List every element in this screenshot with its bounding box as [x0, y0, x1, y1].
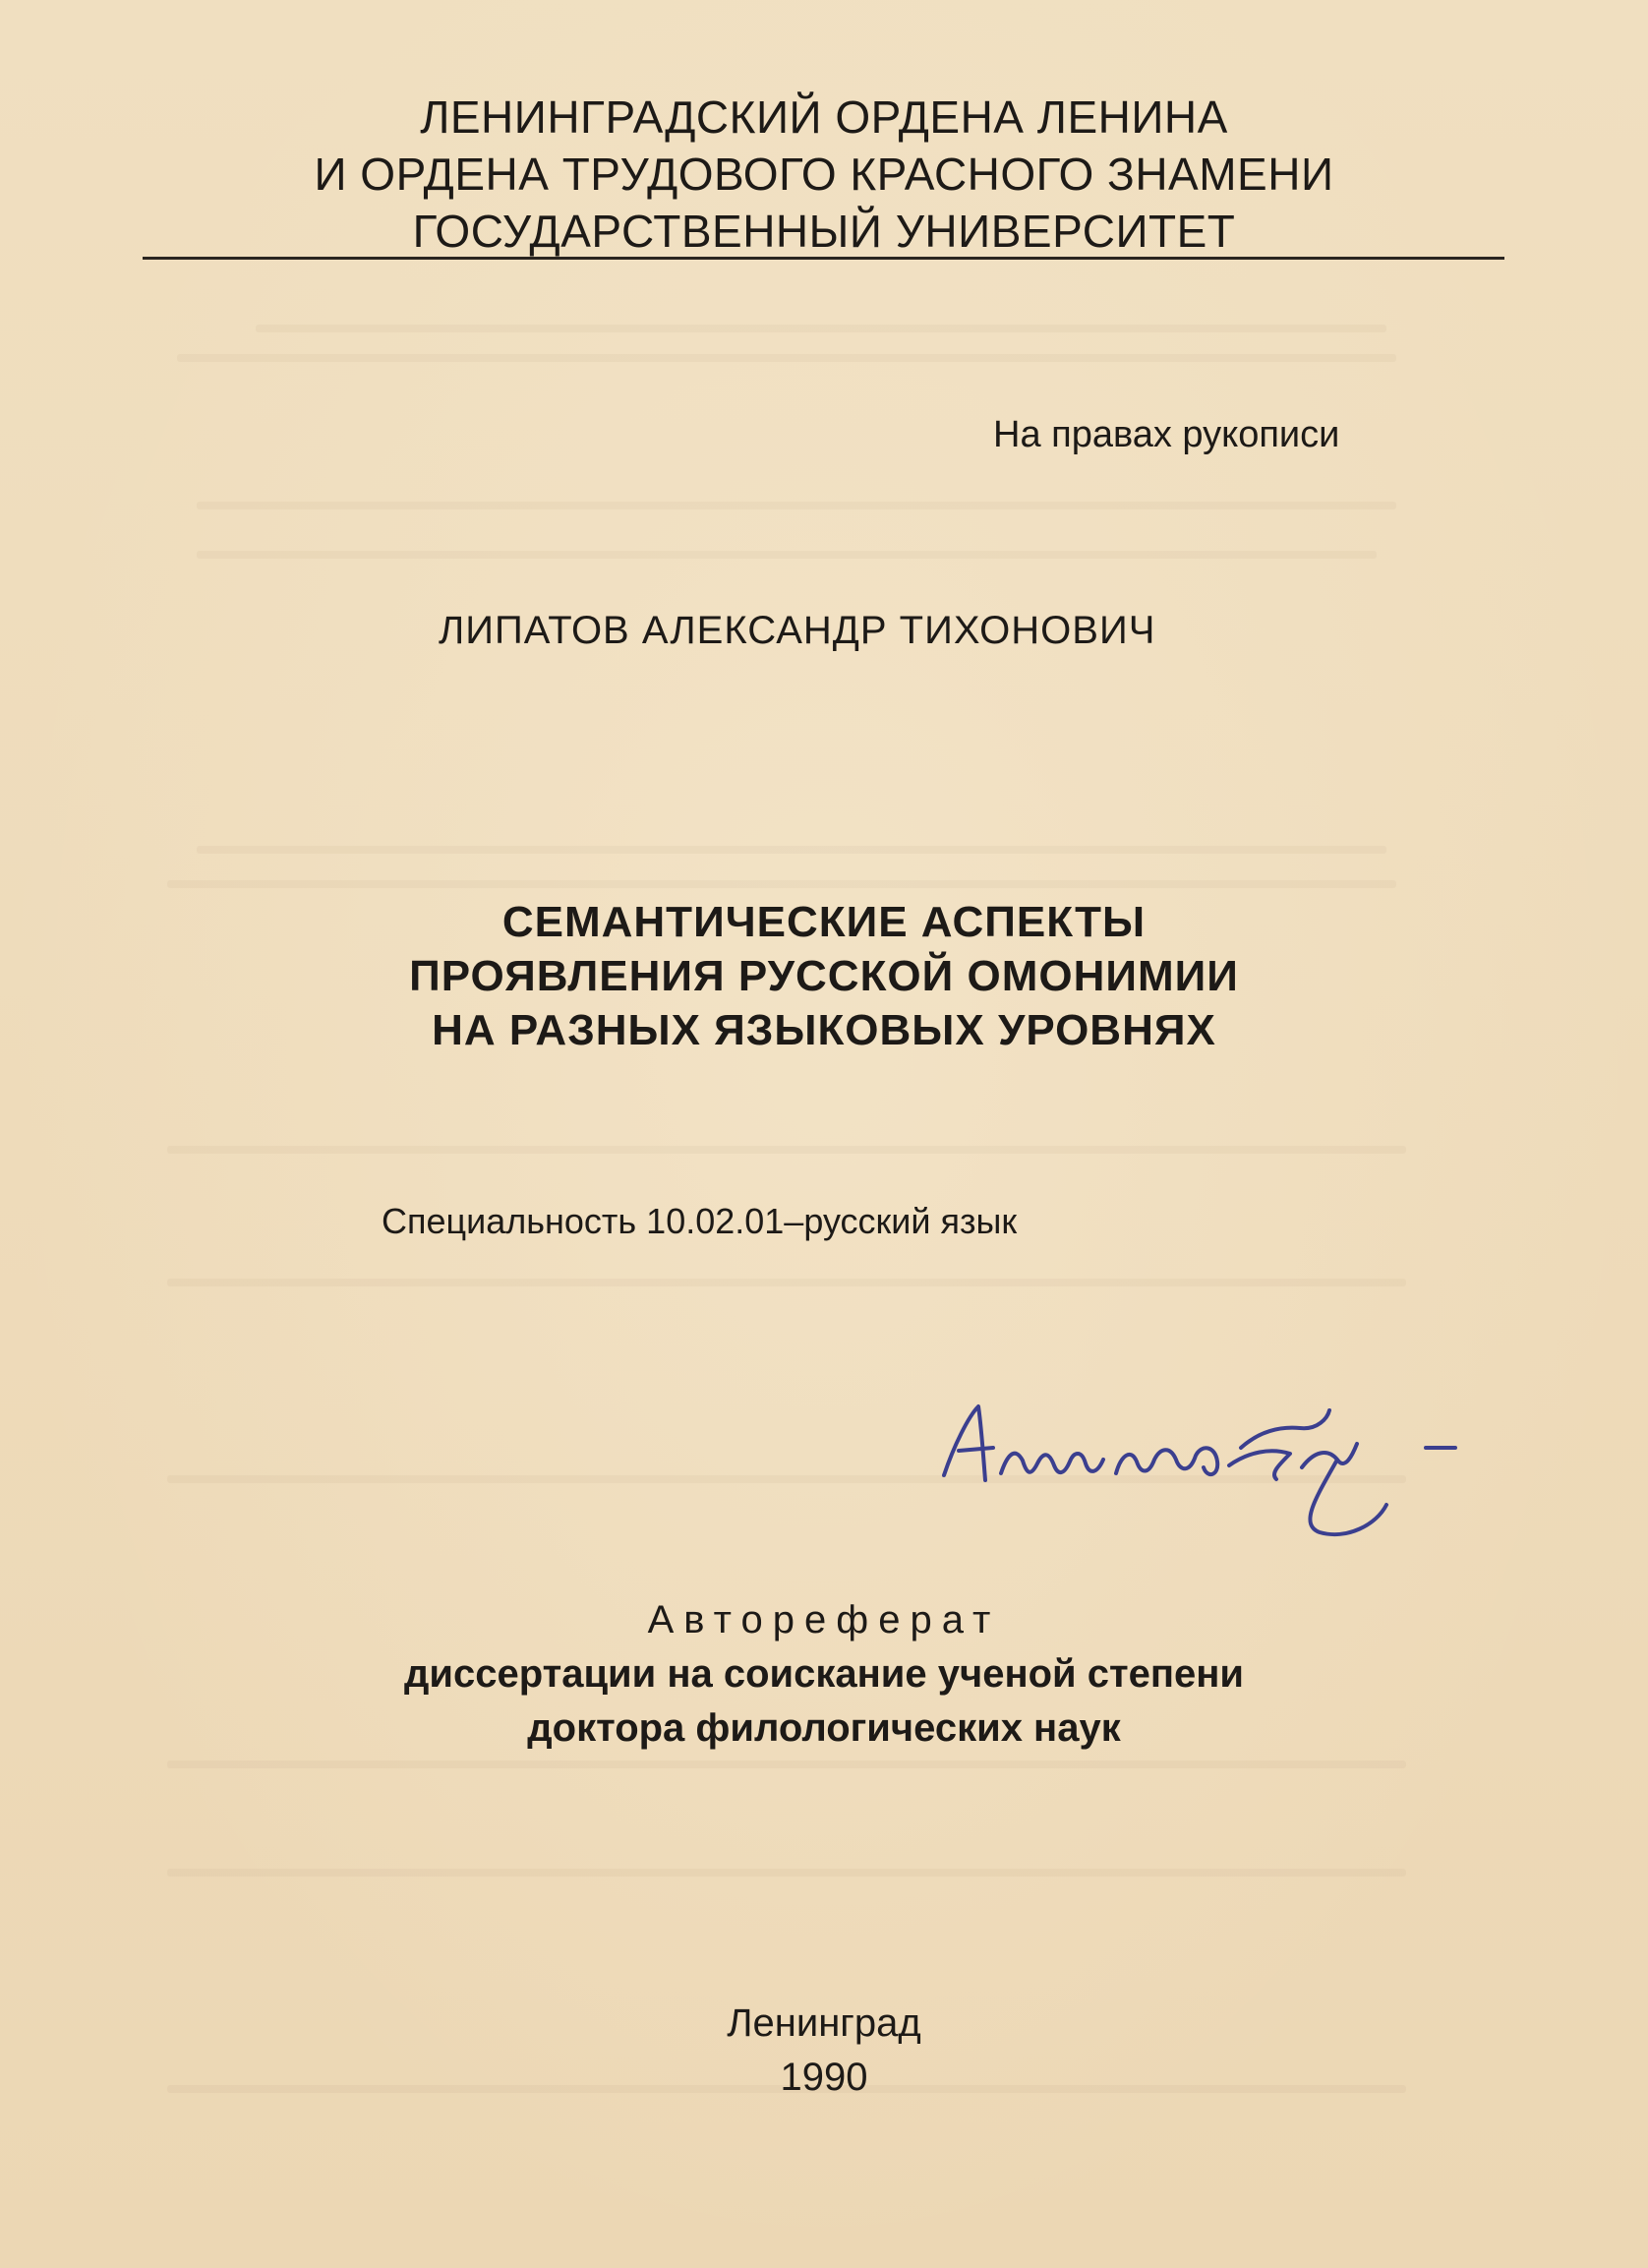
handwritten-signature	[924, 1357, 1593, 1554]
imprint	[0, 1997, 1648, 2105]
imprint-year: 1990	[780, 2056, 868, 2099]
show-through-text	[256, 325, 1386, 332]
show-through-text	[197, 846, 1386, 854]
show-through-text	[197, 551, 1377, 559]
imprint-place: Ленинград	[727, 2001, 921, 2045]
abstract-heading	[0, 1593, 1648, 1756]
abstract-line-2: доктора филологических наук	[527, 1706, 1121, 1750]
show-through-text	[167, 1869, 1406, 1877]
title-line-3: НА РАЗНЫХ ЯЗЫКОВЫХ УРОВНЯХ	[432, 1006, 1216, 1054]
heading-divider	[143, 257, 1504, 260]
title-line-1: СЕМАНТИЧЕСКИЕ АСПЕКТЫ	[501, 898, 1147, 946]
show-through-text	[167, 880, 1396, 888]
abstract-line-1: диссертации на соискание ученой степени	[403, 1652, 1244, 1696]
rights-notice: На правах рукописи	[993, 414, 1340, 455]
institution-heading	[0, 89, 1648, 260]
institution-line-3: ГОСУДАРСТВЕННЫЙ УНИВЕРСИТЕТ	[412, 206, 1236, 257]
author-name: ЛИПАТОВ АЛЕКСАНДР ТИХОНОВИЧ	[439, 609, 1156, 652]
show-through-text	[167, 1761, 1406, 1768]
show-through-text	[167, 1146, 1406, 1154]
show-through-text	[167, 1279, 1406, 1286]
institution-line-2: И ОРДЕНА ТРУДОВОГО КРАСНОГО ЗНАМЕНИ	[314, 149, 1334, 200]
show-through-text	[177, 354, 1396, 362]
show-through-text	[197, 502, 1396, 509]
title-line-2: ПРОЯВЛЕНИЯ РУССКОЙ ОМОНИМИИ	[409, 952, 1239, 1000]
abstract-label: Автореферат	[647, 1598, 1001, 1641]
institution-line-1: ЛЕНИНГРАДСКИЙ ОРДЕНА ЛЕНИНА	[420, 91, 1228, 143]
dissertation-title	[0, 895, 1648, 1057]
specialty-code: Специальность 10.02.01–русский язык	[382, 1201, 1018, 1241]
